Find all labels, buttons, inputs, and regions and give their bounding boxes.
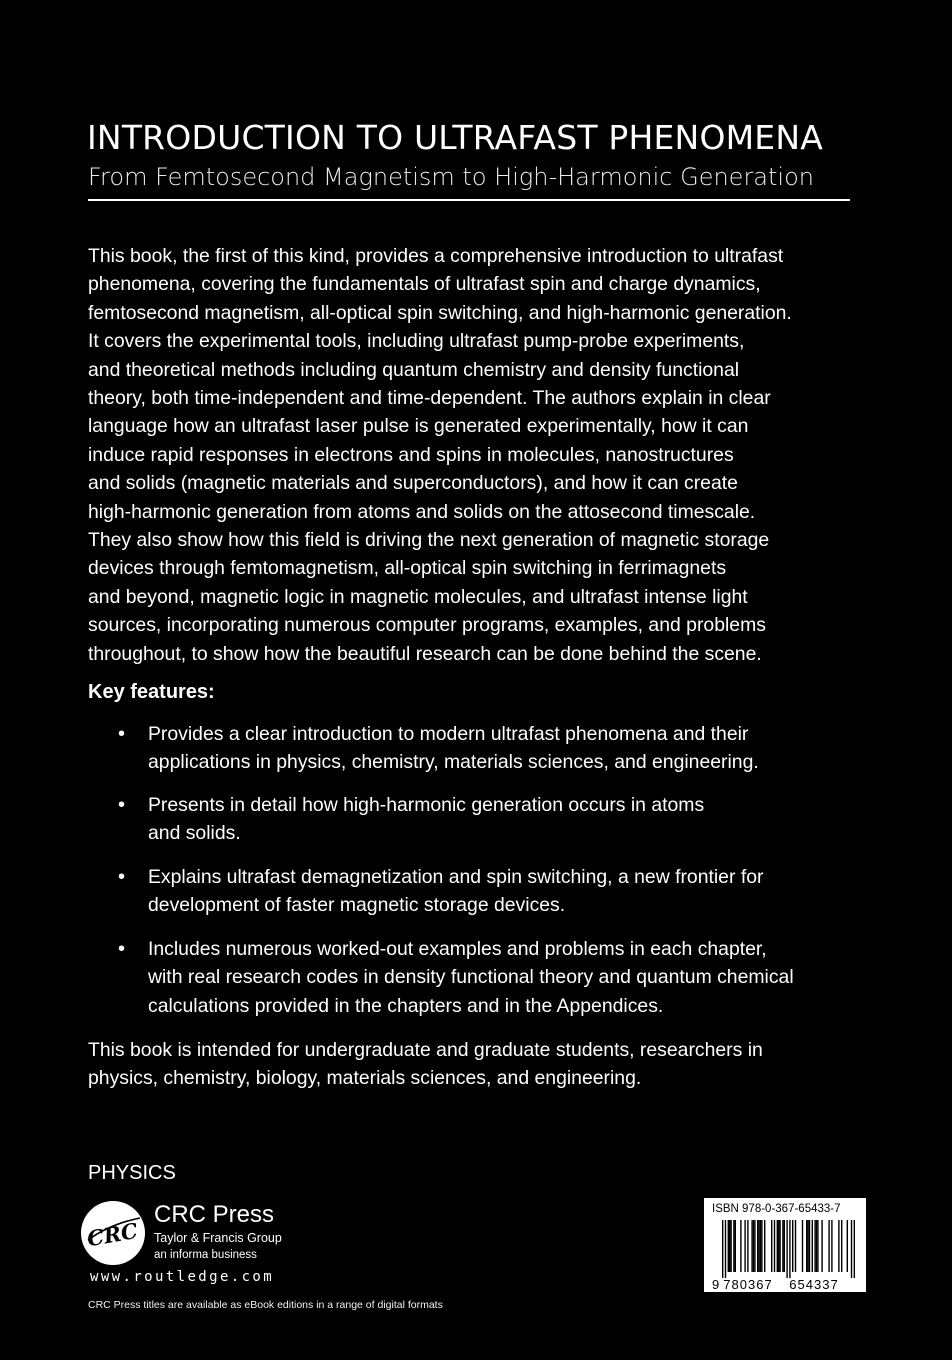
barcode-digit-group: 9 [712,1277,720,1292]
barcode-bar [795,1220,796,1272]
barcode-bar [841,1220,842,1272]
barcode-bar [733,1220,734,1272]
barcode-bar [806,1220,807,1272]
description-line: and solids (magnetic materials and superconductors), and how it can create [88,472,738,495]
barcode-bar [816,1220,817,1272]
description-line: femtosecond magnetism, all-optical spin switching, and high-harmonic generation. [88,301,792,324]
barcode-bar [735,1220,736,1272]
bullet-icon: • [118,866,126,888]
barcode-bar [729,1220,730,1272]
barcode-bar [831,1220,832,1272]
barcode-bar [851,1220,852,1278]
barcode-bar [838,1220,839,1272]
publisher-group: Taylor & Francis Group [154,1231,282,1245]
title-divider [88,199,850,201]
subject-category: PHYSICS [88,1162,176,1184]
barcode-bar [814,1220,815,1272]
barcode-bar [728,1220,729,1272]
publisher-website: www.routledge.com [90,1269,275,1285]
audience-line: physics, chemistry, biology, materials sciences, and engineering. [88,1067,642,1090]
barcode-bar [786,1220,787,1278]
barcode-bar [771,1220,772,1272]
barcode-bar [784,1220,785,1272]
description-line: and beyond, magnetic logic in magnetic molecules, and ultrafast intense light [88,585,748,608]
key-feature-line: development of faster magnetic storage devices. [148,894,566,917]
crc-press-logo-icon [80,1200,146,1266]
barcode-bar [817,1220,818,1272]
barcode-bar [847,1220,848,1272]
barcode-bar [777,1220,778,1272]
isbn-barcode [704,1198,866,1292]
barcode-bar [758,1220,759,1272]
key-feature-line: calculations provided in the chapters and in the Appendices. [148,994,664,1017]
barcode-bar [725,1220,726,1278]
description-line: This book, the first of this kind, provides a comprehensive introduction to ultrafast [88,245,784,267]
key-feature-line: Provides a clear introduction to modern ultrafast phenomena and their [148,723,749,745]
description-paragraph [88,242,868,668]
book-title: INTRODUCTION TO ULTRAFAST PHENOMENA [87,118,823,157]
description-line: They also show how this field is driving the next generation of magnetic storage [88,529,770,552]
bullet-icon: • [118,794,126,816]
barcode-bar [809,1220,810,1272]
description-line: sources, incorporating numerous computer programs, examples, and problems [88,614,766,637]
key-feature-text [148,791,868,848]
key-feature-text [148,863,868,920]
barcode-bar [757,1220,758,1272]
barcode-bar [764,1220,765,1272]
description-line: It covers the experimental tools, including ultrafast pump-probe experiments, [88,330,745,353]
audience-line: This book is intended for undergraduate and graduate students, researchers in [88,1039,763,1061]
barcode-digit-group: 780367 [723,1277,773,1292]
description-line: and theoretical methods including quantum chemistry and density functional [88,358,740,381]
barcode-bar [828,1220,829,1272]
key-feature-line: Explains ultrafast demagnetization and spin switching, a new frontier for [148,866,764,888]
publisher-name: CRC Press [154,1201,275,1228]
description-line: induce rapid responses in electrons and spins in molecules, nanostructures [88,443,734,466]
barcode-bar [779,1220,780,1272]
barcode-bar [744,1220,745,1272]
key-feature-line: and solids. [148,822,241,845]
publisher-tagline: an informa business [154,1249,257,1261]
key-feature-line: applications in physics, chemistry, materials sciences, and engineering. [148,751,759,774]
logo-text: CRC [85,1217,140,1252]
barcode-bar [789,1220,790,1278]
barcode-bar [730,1220,731,1272]
barcode-bar [751,1220,752,1272]
barcode-bar [774,1220,775,1272]
barcode-bar [722,1220,723,1278]
barcode-bar [747,1220,748,1272]
bullet-icon: • [118,938,126,960]
key-feature-line: Presents in detail how high-harmonic generation occurs in atoms [148,794,705,816]
barcode-bar [854,1220,855,1278]
ebook-availability-note: CRC Press titles are available as eBook editions in a range of digital formats [88,1299,443,1311]
key-feature-text [148,720,868,777]
description-line: devices through femtomagnetism, all-optical spin switching in ferrimagnets [88,557,727,580]
barcode-bar [761,1220,762,1272]
barcode-bar [821,1220,822,1272]
audience-paragraph [88,1036,868,1093]
description-line: theory, both time-independent and time-dependent. The authors explain in clear [88,387,771,410]
book-subtitle: From Femtosecond Magnetism to High-Harmonic Generation [88,163,814,191]
description-line: throughout, to show how the beautiful research can be done behind the scene. [88,642,762,665]
barcode-bar [740,1220,741,1272]
key-feature-line: with real research codes in density functional theory and quantum chemical [148,966,794,989]
description-line: phenomena, covering the fundamentals of ultrafast spin and charge dynamics, [88,273,761,296]
bullet-icon: • [118,723,126,745]
barcode-bar [778,1220,779,1272]
barcode-graphic [704,1218,866,1292]
barcode-bar [753,1220,754,1272]
barcode-bar [782,1220,783,1272]
barcode-bar [802,1220,803,1272]
description-line: high-harmonic generation from atoms and solids on the attosecond timescale. [88,500,756,523]
barcode-digit-group: 654337 [789,1277,839,1292]
key-features-heading: Key features: [88,681,215,703]
barcode-bar [754,1220,755,1272]
isbn-label: ISBN 978-0-367-65433-7 [712,1203,841,1215]
description-line: language how an ultrafast laser pulse is generated experimentally, how it can [88,415,749,438]
barcode-bar [807,1220,808,1272]
key-feature-line: Includes numerous worked-out examples and problems in each chapter, [148,938,767,960]
barcode-bar [760,1220,761,1272]
barcode-bar [812,1220,813,1272]
barcode-bar [792,1220,793,1272]
barcode-bars [722,1220,855,1278]
key-feature-text [148,935,868,1020]
